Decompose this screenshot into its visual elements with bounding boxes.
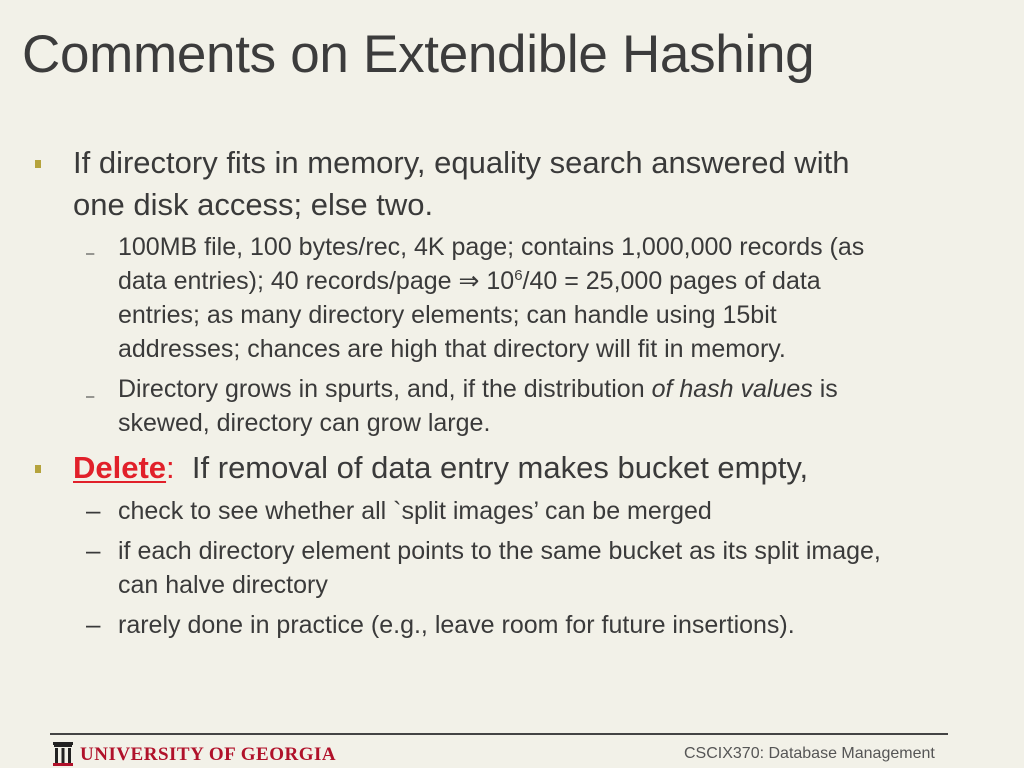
bullet-1-line-1: If directory fits in memory, equality search answered with [73, 145, 850, 180]
sub-2-2-line-1: if each directory element points to the same bucket as its split image, [118, 537, 881, 565]
sub-1-2-line-2: skewed, directory can grow large. [118, 409, 491, 437]
arch-logo-icon [52, 740, 74, 766]
sub-1-1-line-2-post: /40 = 25,000 pages of data [522, 267, 821, 295]
sub-2-2-line-2: can halve directory [118, 571, 328, 599]
sub-1-1-line-4: addresses; chances are high that directory will fit in memory. [118, 335, 786, 363]
dash-bullet: – [86, 245, 95, 262]
sub-1-2-line-1-post: is [812, 375, 838, 403]
sub-2-1: check to see whether all `split images’ can be merged [118, 497, 712, 525]
sub-1-1-line-2-pre: data entries); 40 records/page ⇒ 10 [118, 267, 515, 295]
sub-2-3: rarely done in practice (e.g., leave room for future insertions). [118, 611, 795, 639]
square-bullet-icon [35, 465, 41, 473]
delete-colon: : [166, 450, 175, 485]
bullet-2-text: If removal of data entry makes bucket empty, [191, 450, 809, 485]
sub-1-2-line-1-pre: Directory grows in spurts, and, if the distribution [118, 375, 652, 403]
bullet-2-line [73, 447, 808, 489]
square-bullet-icon [35, 160, 41, 168]
slide-title: Comments on Extendible Hashing [22, 25, 815, 84]
dash-bullet: – [86, 388, 95, 405]
sub-1-2-line-1-italic: of hash values [651, 375, 813, 403]
dash-bullet: – [86, 535, 101, 565]
sub-1-1-line-1: 100MB file, 100 bytes/rec, 4K page; contains 1,000,000 records (as [118, 233, 865, 261]
sub-1-1-line-2 [118, 264, 821, 299]
footer-divider [50, 733, 948, 735]
dash-bullet: – [86, 495, 101, 525]
university-name: UNIVERSITY OF GEORGIA [80, 744, 337, 765]
sub-1-1-line-3: entries; as many directory elements; can handle using 15bit [118, 301, 777, 329]
course-label: CSCIX370: Database Management [684, 745, 935, 762]
dash-bullet: – [86, 609, 101, 639]
exponent: 6 [514, 267, 523, 284]
sub-1-2-line-1 [118, 372, 838, 407]
bullet-1-line-2: one disk access; else two. [73, 187, 434, 222]
delete-keyword: Delete [73, 450, 167, 485]
